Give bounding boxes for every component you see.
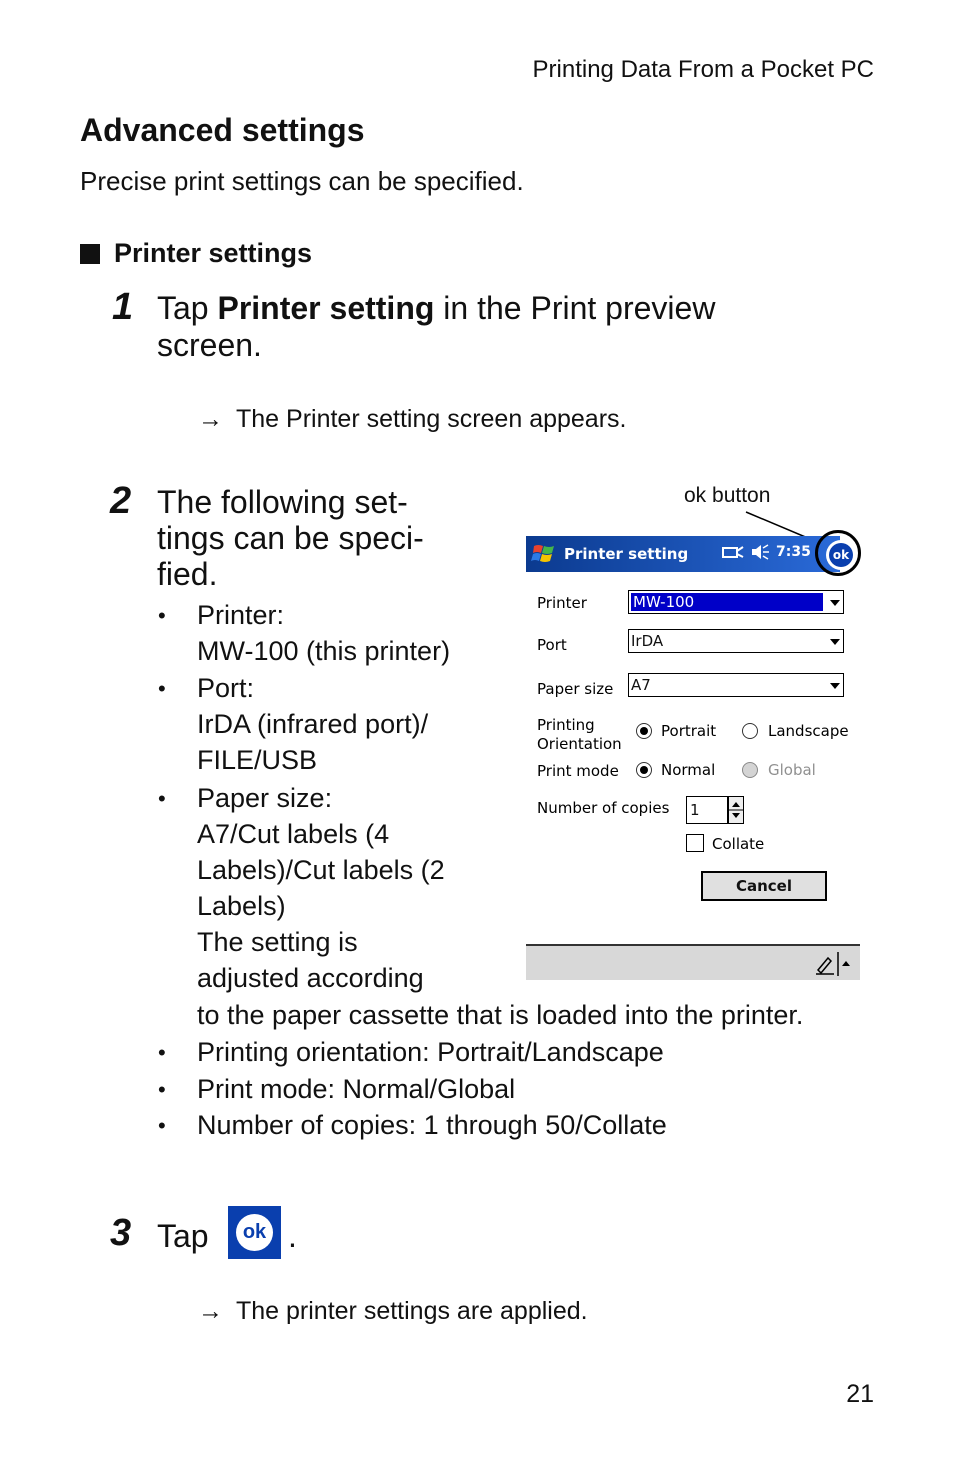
port-select[interactable]: [628, 629, 844, 653]
step-3-result: [198, 1297, 588, 1326]
step-2-number: 2: [110, 480, 132, 522]
step-3-number: 3: [110, 1212, 132, 1254]
screen-title: Printer setting: [564, 545, 689, 563]
step-1-post: in the Print preview: [434, 290, 716, 326]
list-item: Printing orientation: Portrait/Landscape: [197, 1037, 664, 1067]
stepper-buttons[interactable]: [728, 796, 744, 824]
speaker-icon[interactable]: [750, 544, 770, 560]
list-item: adjusted according: [197, 963, 424, 993]
landscape-label: Landscape: [768, 722, 849, 740]
printer-value: MW-100: [631, 593, 823, 611]
paper-size-select[interactable]: [628, 673, 844, 697]
step-2-line-1: The following set-: [157, 484, 408, 520]
arrow-icon: →: [198, 1297, 223, 1325]
list-item: to the paper cassette that is loaded into the printer.: [197, 1000, 804, 1030]
step-1-result: [198, 405, 626, 434]
step-1-bold: Printer setting: [217, 290, 435, 326]
print-mode-label: Print mode: [537, 762, 619, 780]
global-radio[interactable]: [742, 762, 758, 778]
bullet: •: [158, 603, 166, 628]
windows-start-icon[interactable]: [531, 542, 557, 566]
ok-icon: ok: [236, 1214, 273, 1251]
connectivity-icon[interactable]: [722, 545, 744, 559]
list-item: Port:: [197, 673, 255, 703]
input-panel-icon[interactable]: [814, 952, 856, 976]
step-3-pre: Tap: [157, 1218, 209, 1254]
menu-bar: [526, 944, 860, 980]
intro-text: Precise print settings can be specified.: [80, 166, 524, 196]
list-item: IrDA (infrared port)/: [197, 709, 429, 739]
list-item: Print mode: Normal/Global: [197, 1074, 516, 1104]
ok-button-callout: ok button: [684, 484, 771, 507]
paper-size-label: Paper size: [537, 680, 614, 698]
bullet: •: [158, 676, 166, 701]
normal-radio[interactable]: [636, 762, 652, 778]
step-1-result-text: The Printer setting screen appears.: [236, 405, 627, 433]
copies-value[interactable]: 1: [686, 796, 728, 824]
landscape-radio[interactable]: [742, 723, 758, 739]
copies-label: Number of copies: [537, 799, 670, 817]
step-3-result-text: The printer settings are applied.: [236, 1297, 588, 1325]
bullet: •: [158, 1077, 166, 1102]
cancel-button[interactable]: Cancel: [701, 871, 827, 901]
port-value: IrDA: [631, 632, 664, 650]
bullet: •: [158, 1113, 166, 1138]
list-item: Printer:: [197, 600, 285, 630]
ok-button-icon: [228, 1206, 281, 1259]
normal-label: Normal: [661, 761, 716, 779]
pocket-pc-screenshot: [526, 536, 860, 982]
chevron-down-icon: [830, 683, 840, 689]
chevron-down-icon: [830, 639, 840, 645]
up-down-arrows-icon: [729, 797, 743, 823]
portrait-label: Portrait: [661, 722, 717, 740]
collate-label: Collate: [712, 835, 765, 853]
paper-size-value: A7: [631, 676, 651, 694]
list-item: Labels): [197, 891, 286, 921]
bullet: •: [158, 786, 166, 811]
orientation-label-1: Printing: [537, 716, 595, 734]
printer-label: Printer: [537, 594, 587, 612]
list-item: Number of copies: 1 through 50/Collate: [197, 1110, 667, 1140]
clock-time: 7:35: [776, 544, 811, 560]
step-3-post: .: [288, 1218, 297, 1254]
list-item: The setting is: [197, 927, 358, 957]
portrait-radio[interactable]: [636, 723, 652, 739]
title-bar: [526, 536, 840, 572]
global-label: Global: [768, 761, 816, 779]
subsection-title: Printer settings: [114, 238, 313, 268]
section-title: Advanced settings: [80, 112, 365, 148]
step-1-pre: Tap: [157, 290, 218, 326]
list-item: FILE/USB: [197, 745, 318, 775]
copies-stepper[interactable]: [686, 796, 744, 824]
arrow-icon: →: [198, 405, 223, 433]
list-item: A7/Cut labels (4: [197, 819, 390, 849]
list-item: MW-100 (this printer): [197, 636, 451, 666]
highlight-circle: [815, 530, 861, 576]
subsection-heading: [80, 238, 312, 269]
page-number: 21: [846, 1380, 874, 1408]
list-item: Paper size:: [197, 783, 333, 813]
bullet: •: [158, 1040, 166, 1065]
orientation-label-2: Orientation: [537, 735, 622, 753]
square-bullet-icon: [80, 244, 100, 264]
step-1-line2: screen.: [157, 327, 262, 363]
running-header: Printing Data From a Pocket PC: [532, 56, 874, 83]
printer-select[interactable]: [628, 590, 844, 614]
collate-checkbox[interactable]: [686, 834, 704, 852]
step-1-text: [157, 290, 715, 327]
step-2-line-2: tings can be speci-: [157, 520, 424, 556]
list-item: Labels)/Cut labels (2: [197, 855, 445, 885]
step-2-line-3: fied.: [157, 556, 218, 592]
port-label: Port: [537, 636, 567, 654]
status-area: [722, 544, 811, 560]
chevron-down-icon: [830, 600, 840, 606]
ok-icon: ok: [829, 543, 853, 567]
step-1-number: 1: [112, 286, 134, 328]
